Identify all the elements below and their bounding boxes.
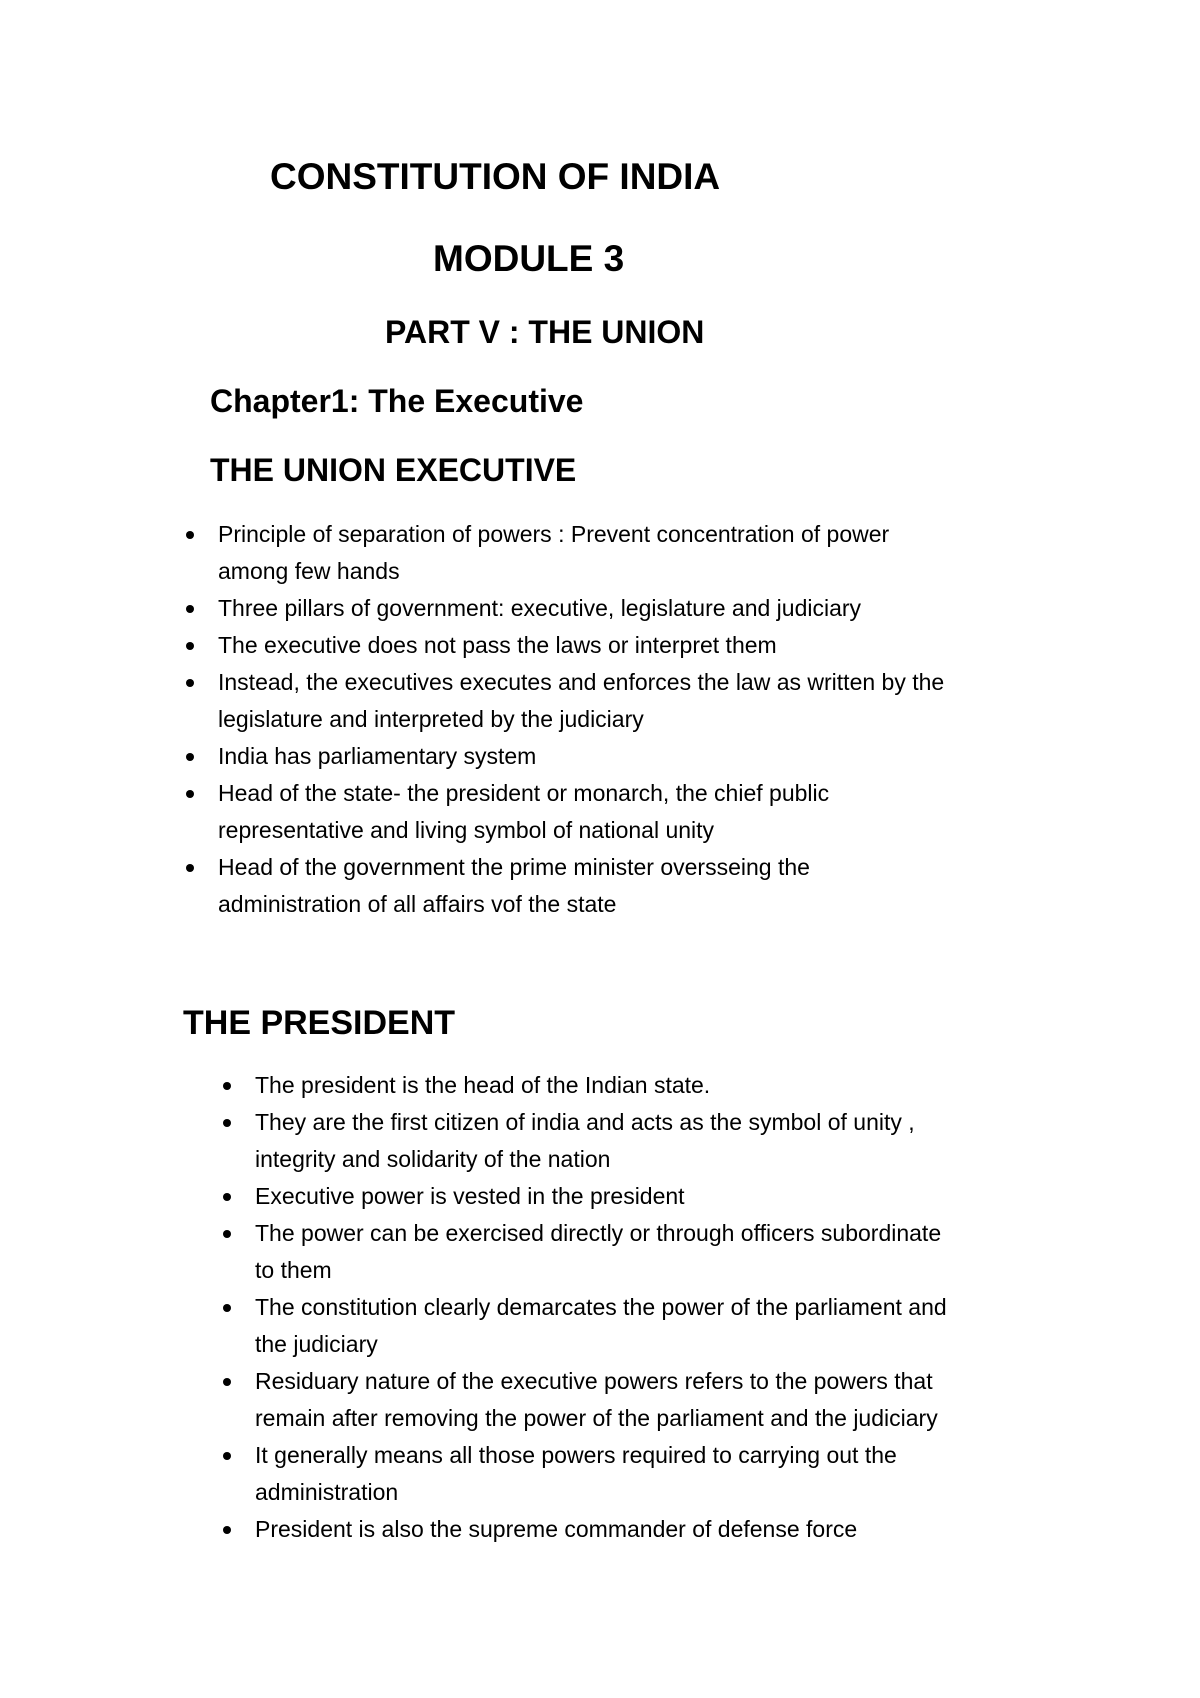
chapter-heading: Chapter1: The Executive — [210, 383, 584, 419]
part-heading: PART V : THE UNION — [385, 314, 705, 350]
list-item-text: The constitution clearly demarcates the power of the parliament and — [255, 1294, 947, 1320]
bullet-icon — [186, 753, 194, 761]
bullet-icon — [223, 1304, 231, 1312]
list-item — [218, 590, 1118, 627]
list-item — [255, 1215, 1135, 1252]
bullet-icon — [223, 1378, 231, 1386]
list-item-text: Head of the government the prime minister oversseing the — [218, 854, 810, 880]
bullet-icon — [223, 1193, 231, 1201]
list-item — [218, 627, 1118, 664]
list-item-text: among few hands — [218, 558, 400, 584]
list-item — [255, 1289, 1135, 1326]
bullet-icon — [186, 642, 194, 650]
bullet-icon — [223, 1526, 231, 1534]
list-item — [255, 1511, 1135, 1548]
list-item — [218, 516, 1118, 553]
list-item-text: integrity and solidarity of the nation — [255, 1146, 611, 1172]
list-item — [218, 775, 1118, 812]
list-item-text: It generally means all those powers required to carrying out the — [255, 1442, 897, 1468]
list-item-text: Three pillars of government: executive, legislature and judiciary — [218, 595, 862, 621]
bullet-icon — [186, 531, 194, 539]
list-item-text: legislature and interpreted by the judiciary — [218, 706, 644, 732]
list-item-continuation — [255, 1474, 1135, 1511]
list-item-continuation — [255, 1326, 1135, 1363]
bullet-icon — [223, 1230, 231, 1238]
list-item — [255, 1437, 1135, 1474]
bullet-icon — [186, 790, 194, 798]
list-item — [218, 664, 1118, 701]
list-item — [255, 1104, 1135, 1141]
list-item-continuation — [218, 701, 1118, 738]
list-item-text: representative and living symbol of national unity — [218, 817, 715, 843]
list-item-continuation — [218, 886, 1118, 923]
list-item-text: Residuary nature of the executive powers refers to the powers that — [255, 1368, 933, 1394]
list-item-text: Principle of separation of powers : Prevent concentration of power — [218, 521, 890, 547]
list-item-text: India has parliamentary system — [218, 743, 537, 769]
union-executive-heading: THE UNION EXECUTIVE — [210, 452, 577, 488]
list-item — [218, 849, 1118, 886]
list-item-continuation — [255, 1400, 1135, 1437]
list-item-text: Head of the state- the president or monarch, the chief public — [218, 780, 830, 806]
list-item-text: Instead, the executives executes and enforces the law as written by the — [218, 669, 945, 695]
document-title: CONSTITUTION OF INDIA — [270, 156, 721, 197]
list-item-text: the judiciary — [255, 1331, 378, 1357]
list-item — [255, 1178, 1135, 1215]
list-item-text: The executive does not pass the laws or interpret them — [218, 632, 777, 658]
bullet-icon — [186, 864, 194, 872]
list-item-continuation — [218, 553, 1118, 590]
list-item-text: Executive power is vested in the president — [255, 1183, 685, 1209]
list-item-text: administration — [255, 1479, 399, 1505]
list-item-continuation — [218, 812, 1118, 849]
bullet-icon — [186, 679, 194, 687]
bullet-icon — [186, 605, 194, 613]
list-item — [218, 738, 1118, 775]
module-heading: MODULE 3 — [433, 238, 625, 279]
list-item-text: to them — [255, 1257, 332, 1283]
union-executive-list — [218, 516, 1118, 923]
list-item-text: They are the first citizen of india and acts as the symbol of unity , — [255, 1109, 915, 1135]
list-item-text: The president is the head of the Indian state. — [255, 1072, 711, 1098]
list-item-continuation — [255, 1141, 1135, 1178]
list-item — [255, 1363, 1135, 1400]
list-item-text: administration of all affairs vof the state — [218, 891, 617, 917]
list-item-text: The power can be exercised directly or through officers subordinate — [255, 1220, 942, 1246]
list-item-text: President is also the supreme commander of defense force — [255, 1516, 858, 1542]
list-item-continuation — [255, 1252, 1135, 1289]
list-item-text: remain after removing the power of the parliament and the judiciary — [255, 1405, 938, 1431]
bullet-icon — [223, 1082, 231, 1090]
bullet-icon — [223, 1452, 231, 1460]
bullet-icon — [223, 1119, 231, 1127]
president-heading: THE PRESIDENT — [183, 1004, 456, 1042]
list-item — [255, 1067, 1135, 1104]
president-list — [255, 1067, 1135, 1548]
